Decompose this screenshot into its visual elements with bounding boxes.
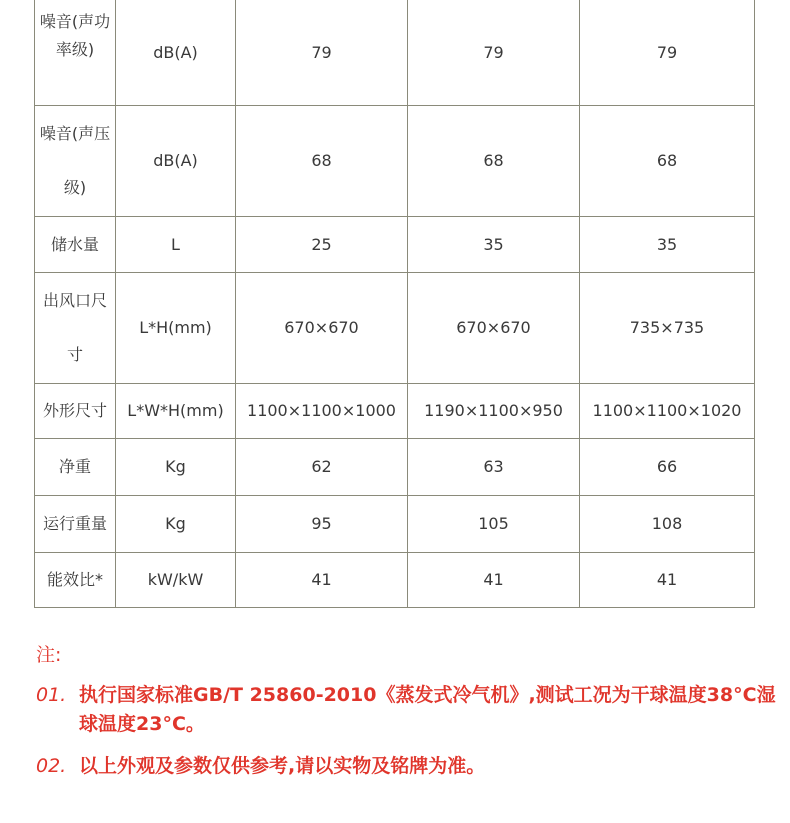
row-unit: dB(A) <box>116 0 236 106</box>
cell-value: 41 <box>580 553 755 608</box>
row-label: 能效比* <box>35 553 116 608</box>
cell-value: 1190×1100×950 <box>408 384 580 439</box>
cell-value: 41 <box>236 553 408 608</box>
row-label: 噪音(声功率级) <box>35 0 116 106</box>
note-item <box>36 681 776 739</box>
row-unit: Kg <box>116 496 236 553</box>
row-label: 净重 <box>35 439 116 496</box>
cell-value: 735×735 <box>580 273 755 384</box>
table-row-outlet-size <box>35 273 755 384</box>
cell-value: 35 <box>408 217 580 273</box>
cell-value: 68 <box>580 106 755 217</box>
cell-value: 95 <box>236 496 408 553</box>
note-text: 以上外观及参数仅供参考,请以实物及铭牌为准。 <box>79 755 486 777</box>
cell-value: 63 <box>408 439 580 496</box>
row-label: 运行重量 <box>35 496 116 553</box>
cell-value: 108 <box>580 496 755 553</box>
note-number: 02. <box>36 755 67 777</box>
table-row-operating-weight <box>35 496 755 553</box>
cell-value: 1100×1100×1000 <box>236 384 408 439</box>
table-row-noise-power <box>35 0 755 106</box>
cell-value: 1100×1100×1020 <box>580 384 755 439</box>
cell-value: 41 <box>408 553 580 608</box>
cell-value: 68 <box>408 106 580 217</box>
cell-value: 68 <box>236 106 408 217</box>
cell-value: 25 <box>236 217 408 273</box>
note-text: 执行国家标准GB/T 25860-2010《蒸发式冷气机》,测试工况为干球温度38°C湿球温度23°C。 <box>79 684 776 735</box>
row-unit: L*W*H(mm) <box>116 384 236 439</box>
table-row-dimensions <box>35 384 755 439</box>
row-label: 噪音(声压级) <box>35 106 116 217</box>
cell-value: 79 <box>580 0 755 106</box>
row-label: 储水量 <box>35 217 116 273</box>
cell-value: 670×670 <box>236 273 408 384</box>
cell-value: 79 <box>408 0 580 106</box>
table-row-net-weight <box>35 439 755 496</box>
table-row-water-storage <box>35 217 755 273</box>
note-item <box>36 752 776 781</box>
table-row-efficiency <box>35 553 755 608</box>
note-number: 01. <box>36 684 67 706</box>
notes-title: 注: <box>36 644 62 666</box>
row-unit: Kg <box>116 439 236 496</box>
cell-value: 62 <box>236 439 408 496</box>
table-row-noise-pressure <box>35 106 755 217</box>
row-label: 外形尺寸 <box>35 384 116 439</box>
row-label: 出风口尺寸 <box>35 273 116 384</box>
spec-table <box>34 0 755 608</box>
cell-value: 66 <box>580 439 755 496</box>
cell-value: 79 <box>236 0 408 106</box>
row-unit: L <box>116 217 236 273</box>
row-unit: L*H(mm) <box>116 273 236 384</box>
cell-value: 670×670 <box>408 273 580 384</box>
cell-value: 35 <box>580 217 755 273</box>
row-unit: kW/kW <box>116 553 236 608</box>
row-unit: dB(A) <box>116 106 236 217</box>
cell-value: 105 <box>408 496 580 553</box>
notes-section <box>36 640 776 794</box>
